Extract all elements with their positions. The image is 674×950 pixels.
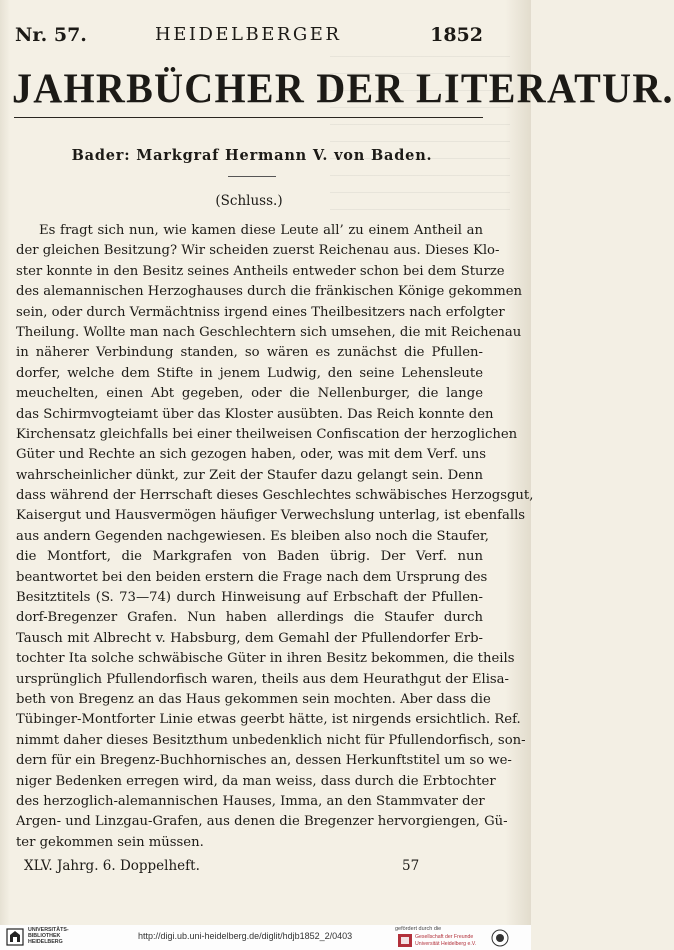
- viewer-bottom-bar: [0, 925, 531, 950]
- text-line: Tübinger-Montforter Linie etwas geerbt hätte, ist nirgends ersichtlich. Ref.: [16, 712, 521, 728]
- library-name: [28, 927, 69, 946]
- text-line: der gleichen Besitzung? Wir scheiden zuerst Reichenau aus. Dieses Klo-: [16, 243, 500, 259]
- funder-name: [415, 934, 476, 947]
- issue-number: Nr. 57.: [15, 24, 87, 46]
- text-line: niger Bedenken erregen wird, da man weiss, dass durch die Erbtochter: [16, 773, 496, 789]
- text-line: das Schirmvogteiamt über das Kloster ausübten. Das Reich konnte den: [16, 406, 494, 422]
- page-title: JAHRBÜCHER DER LITERATUR.: [12, 64, 674, 113]
- article-subtitle: (Schluss.): [215, 193, 283, 209]
- page-footer: [24, 858, 424, 878]
- library-name-line: UNIVERSITÄTS-: [28, 927, 69, 933]
- permalink-url[interactable]: http://digi.ub.uni-heidelberg.de/diglit/hdjb1852_2/0403: [138, 931, 353, 941]
- text-line: sein, oder durch Vermächtniss irgend eines Theilbesitzers nach erfolgter: [16, 304, 505, 320]
- text-line: beth von Bregenz an das Haus gekommen sein mochten. Aber dass die: [16, 691, 491, 707]
- text-line: ster konnte in den Besitz seines Antheils entweder schon bei dem Sturze: [16, 263, 505, 279]
- text-line: ursprünglich Pfullendorfisch waren, theils aus dem Heurathgut der Elisa-: [16, 671, 510, 687]
- text-line: aus andern Gegenden nachgewiesen. Es bleiben also noch die Staufer,: [16, 528, 489, 544]
- text-line: nimmt daher dieses Besitzthum unbedenklich nicht für Pfullendorfisch, son-: [16, 732, 526, 748]
- text-line: ter gekommen sein müssen.: [16, 834, 204, 850]
- university-library-logo-icon: [6, 928, 24, 946]
- text-line: dorfer, welche dem Stifte in jenem Ludwig, den seine Lehensleute: [16, 365, 483, 381]
- text-line: Argen- und Linzgau-Grafen, aus denen die Bregenzer hervorgiengen, Gü-: [16, 814, 508, 830]
- library-name-line: BIBLIOTHEK: [28, 933, 61, 940]
- text-line: Kaisergut und Hausvermögen häufiger Verwechslung unterlag, ist ebenfalls: [16, 508, 526, 524]
- article-title: Bader: Markgraf Hermann V. von Baden.: [71, 147, 433, 164]
- text-line: tochter Ita solche schwäbische Güter in ihren Besitz bekommen, die theils: [16, 651, 515, 667]
- text-line: Theilung. Wollte man nach Geschlechtern sich umsehen, die mit Reichenau: [16, 324, 522, 340]
- funder-name-line: Universität Heidelberg e.V.: [415, 940, 477, 947]
- issue-year: 1852: [430, 24, 483, 46]
- text-line: Es fragt sich nun, wie kamen diese Leute all’ zu einem Antheil an: [39, 223, 483, 238]
- body-text: [16, 221, 534, 853]
- text-line: Besitztitels (S. 73—74) durch Hinweisung auf Erbschaft der Pfullen-: [16, 590, 483, 606]
- text-line: dass während der Herrschaft dieses Geschlechtes schwäbisches Herzogsgut,: [16, 488, 534, 504]
- journal-name: HEIDELBERGER: [155, 24, 342, 45]
- text-line: meuchelten, einen Abt gegeben, oder die Nellenburger, die lange: [16, 386, 483, 402]
- text-line: Güter und Rechte an sich gezogen haben, oder, was mit dem Verf. uns: [16, 447, 486, 463]
- text-line: die Montfort, die Markgrafen von Baden übrig. Der Verf. nun: [16, 549, 483, 565]
- library-name-line: HEIDELBERG: [28, 939, 63, 946]
- title-separator: [228, 176, 276, 177]
- text-line: des herzoglich-alemannischen Hauses, Imma, an den Stammvater der: [16, 793, 485, 809]
- text-line: Kirchensatz gleichfalls bei einer theilweisen Confiscation der herzoglichen: [16, 426, 518, 442]
- text-line: wahrscheinlicher dünkt, zur Zeit der Staufer dazu gelangt sein. Denn: [16, 467, 483, 483]
- seal-icon: [491, 929, 509, 947]
- text-line: dorf-Bregenzer Grafen. Nun haben allerdings die Staufer durch: [16, 610, 483, 626]
- text-line: Tausch mit Albrecht v. Habsburg, dem Gemahl der Pfullendorfer Erb-: [16, 630, 483, 646]
- text-line: beantwortet bei den beiden erstern die Frage nach dem Ursprung des: [16, 569, 488, 585]
- page-number: 57: [402, 858, 420, 874]
- title-rule: [14, 117, 483, 118]
- funded-by-label: gefördert durch die: [395, 926, 442, 932]
- text-line: in näherer Verbindung standen, so wären es zunächst die Pfullen-: [16, 345, 483, 361]
- text-line: dern für ein Bregenz-Buchhornisches an, dessen Herkunftstitel um so we-: [16, 753, 512, 769]
- funder-name-line: Gesellschaft der Freunde: [415, 934, 474, 940]
- volume-note: XLV. Jahrg. 6. Doppelheft.: [24, 858, 200, 874]
- running-header: [15, 24, 483, 48]
- text-line: des alemannischen Herzoghauses durch die fränkischen Könige gekommen: [16, 284, 523, 300]
- funder-logo-icon: [398, 934, 412, 947]
